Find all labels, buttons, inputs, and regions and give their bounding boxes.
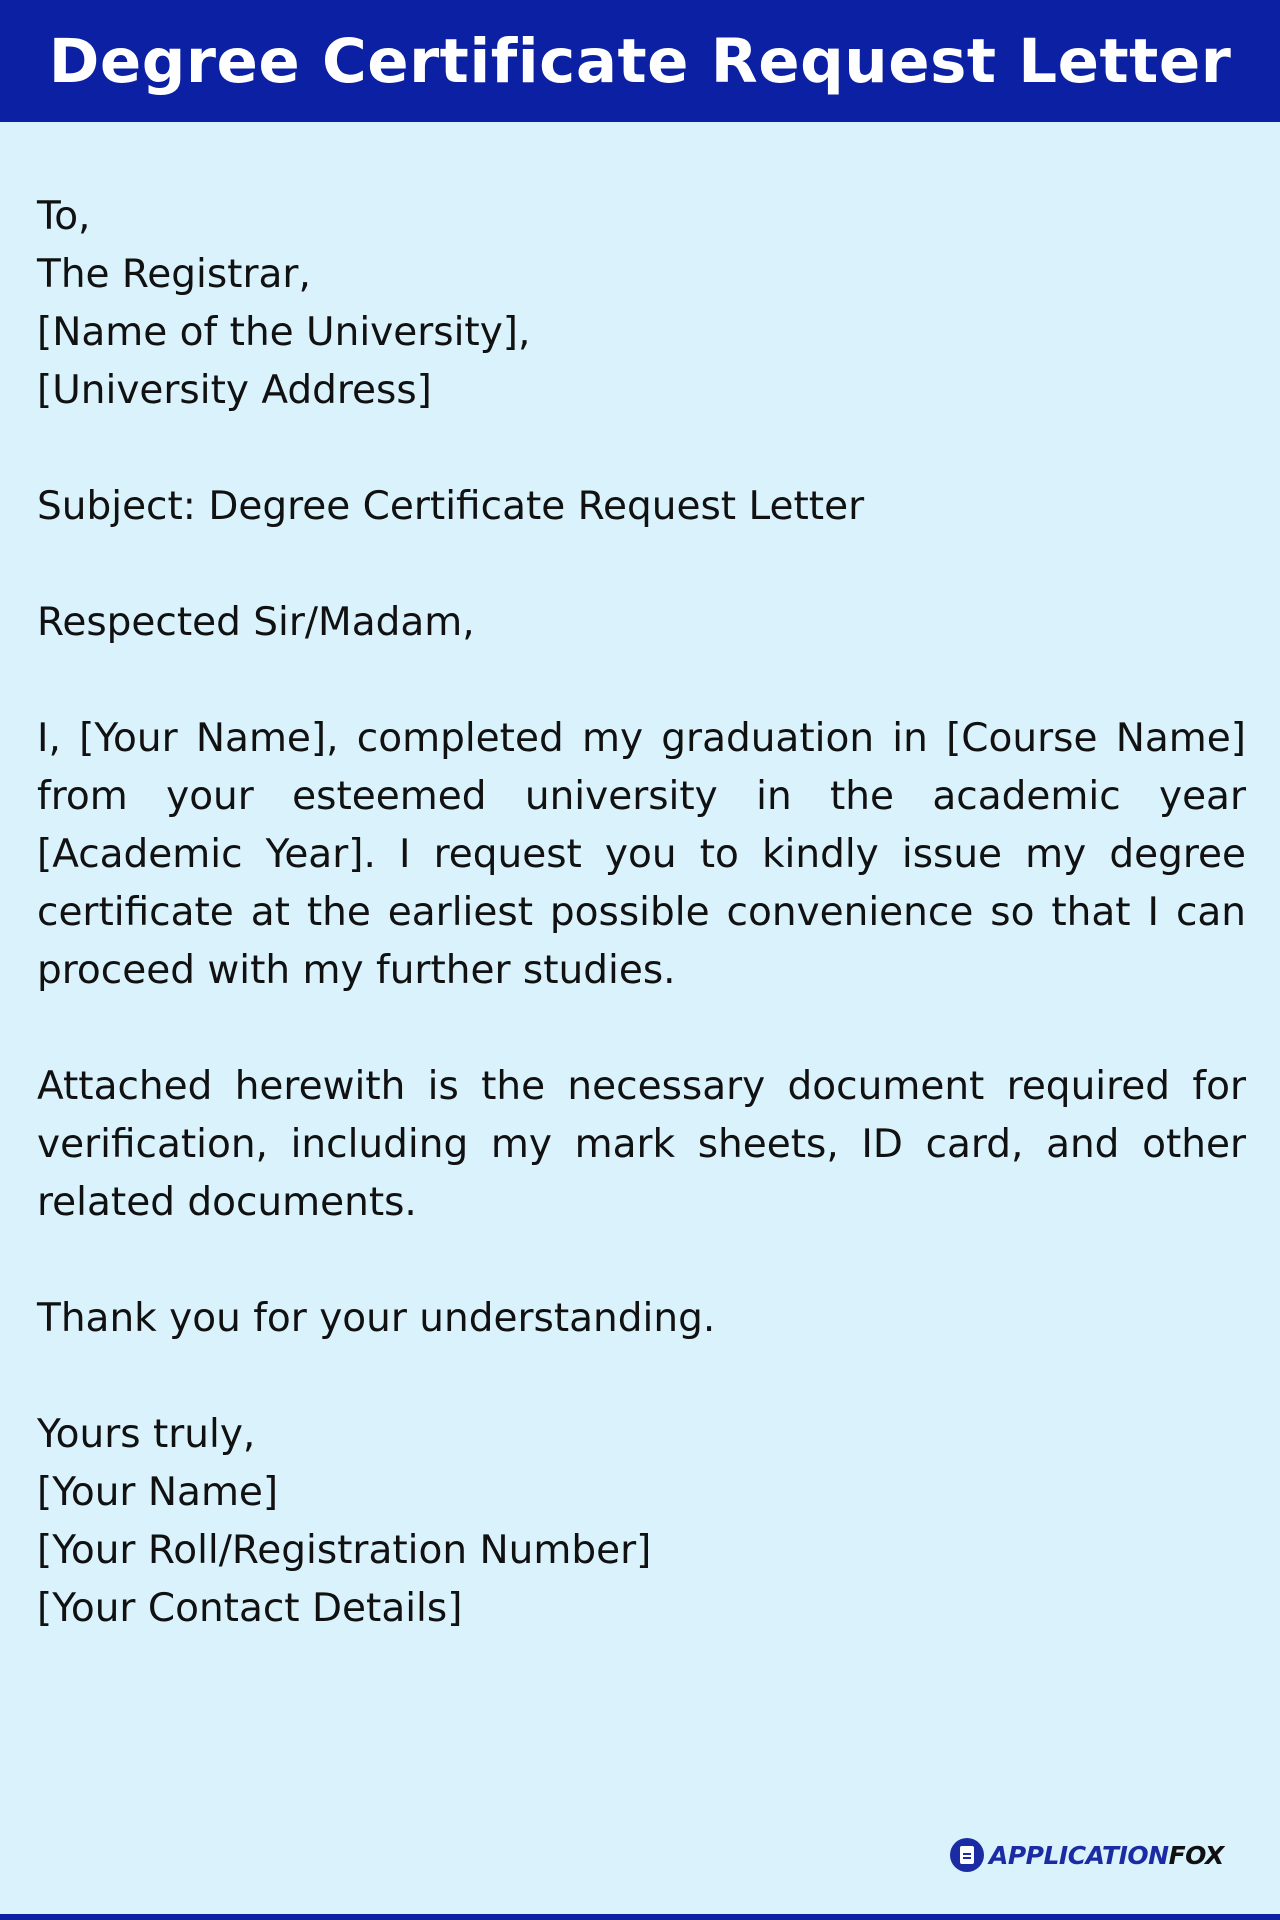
signature-block [37, 1406, 1246, 1638]
address-line: To, [37, 194, 91, 239]
closing-line: [Your Name] [37, 1470, 279, 1515]
letter-body [37, 188, 1246, 1696]
header-banner [0, 0, 1280, 122]
subject-line: Subject: Degree Certificate Request Letter [37, 484, 865, 529]
address-line: [University Address] [37, 368, 432, 413]
logo-text-application: APPLICATION [989, 1840, 1169, 1870]
body-paragraph-1: I, [Your Name], completed my graduation in [Course Name] from your esteemed university in the academic year [Academic Year]. I request you to kindly issue my degree certificate at the earliest possible convenience so that I can proceed with my further studies. [37, 716, 1246, 993]
salutation: Respected Sir/Madam, [37, 600, 475, 645]
closing-line: [Your Contact Details] [37, 1586, 463, 1631]
recipient-address [37, 188, 1246, 420]
logo-wordmark [989, 1841, 1224, 1870]
address-line: The Registrar, [37, 252, 311, 297]
page-title: Degree Certificate Request Letter [48, 25, 1232, 97]
thanks-line: Thank you for your understanding. [37, 1296, 716, 1341]
applicationfox-logo [950, 1838, 1224, 1872]
document-icon [950, 1838, 984, 1872]
closing-line: Yours truly, [37, 1412, 256, 1457]
body-paragraph-2: Attached herewith is the necessary document required for verification, including my mark sheets, ID card, and other related documents. [37, 1064, 1246, 1225]
bottom-border [0, 1914, 1280, 1920]
closing-line: [Your Roll/Registration Number] [37, 1528, 652, 1573]
address-line: [Name of the University], [37, 310, 531, 355]
logo-text-fox: FOX [1168, 1840, 1224, 1870]
